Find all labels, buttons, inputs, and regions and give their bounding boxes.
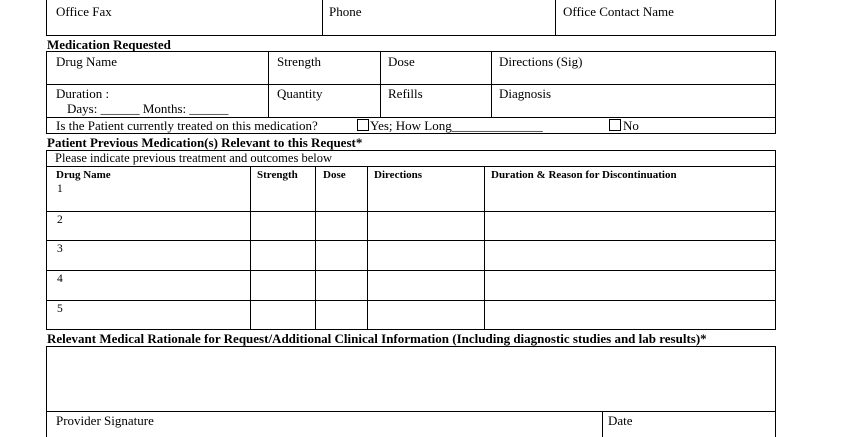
duration-days-months: Days: ______ Months: ______ <box>67 101 229 116</box>
office-contact-name-label: Office Contact Name <box>563 4 674 19</box>
currently-treated-question: Is the Patient currently treated on this medication? <box>56 118 318 133</box>
table-row-number: 3 <box>57 243 63 255</box>
duration-label: Duration : <box>56 86 110 101</box>
rationale-text-area[interactable] <box>46 346 776 412</box>
column-header-strength: Strength <box>257 169 298 181</box>
date-field[interactable] <box>603 412 775 437</box>
phone-field[interactable] <box>323 0 555 35</box>
previous-medication-row-2[interactable] <box>47 212 775 240</box>
directions-sig-label: Directions (Sig) <box>499 54 583 69</box>
strength-label: Strength <box>277 54 322 69</box>
date-label: Date <box>608 413 633 428</box>
medication-requested-heading: Medication Requested <box>47 37 171 52</box>
office-contact-name-field[interactable] <box>556 0 775 35</box>
provider-signature-field[interactable] <box>47 412 602 437</box>
drug-name-label: Drug Name <box>56 54 118 69</box>
strength-field[interactable] <box>269 52 380 84</box>
previous-medication-row-1[interactable] <box>47 182 775 211</box>
quantity-field[interactable] <box>269 85 380 117</box>
drug-name-field[interactable] <box>47 52 268 84</box>
column-header-directions: Directions <box>374 169 423 181</box>
dose-field[interactable] <box>381 52 491 84</box>
diagnosis-label: Diagnosis <box>499 86 551 101</box>
previous-medication-row-5[interactable] <box>47 301 775 330</box>
phone-label: Phone <box>329 4 362 19</box>
no-checkbox[interactable] <box>609 119 621 131</box>
previous-medication-row-4[interactable] <box>47 271 775 300</box>
table-row-number: 4 <box>57 273 63 285</box>
yes-checkbox[interactable] <box>357 119 369 131</box>
directions-sig-field[interactable] <box>492 52 775 84</box>
office-fax-field[interactable] <box>47 0 322 35</box>
table-row-number: 2 <box>57 214 63 226</box>
office-fax-label: Office Fax <box>56 4 112 19</box>
column-header-drug-name: Drug Name <box>56 169 111 181</box>
dose-label: Dose <box>388 54 415 69</box>
previous-medications-heading: Patient Previous Medication(s) Relevant to this Request* <box>47 135 363 150</box>
table-divider <box>46 166 776 167</box>
diagnosis-field[interactable] <box>492 85 775 117</box>
refills-label: Refills <box>388 86 423 101</box>
previous-medication-row-3[interactable] <box>47 241 775 270</box>
table-row-number: 5 <box>57 303 63 315</box>
column-header-dose: Dose <box>323 169 346 181</box>
duration-field[interactable] <box>47 85 268 117</box>
table-row-number: 1 <box>57 183 63 195</box>
provider-signature-label: Provider Signature <box>56 413 154 428</box>
no-label: No <box>623 118 639 133</box>
quantity-label: Quantity <box>277 86 323 101</box>
yes-how-long-label: Yes; How Long______________ <box>370 118 543 133</box>
refills-field[interactable] <box>381 85 491 117</box>
previous-medications-instructions: Please indicate previous treatment and outcomes below <box>55 151 332 165</box>
column-header-duration-reason: Duration & Reason for Discontinuation <box>491 169 677 181</box>
rationale-heading: Relevant Medical Rationale for Request/Additional Clinical Information (Including diagnostic studies and lab results)* <box>47 331 707 346</box>
